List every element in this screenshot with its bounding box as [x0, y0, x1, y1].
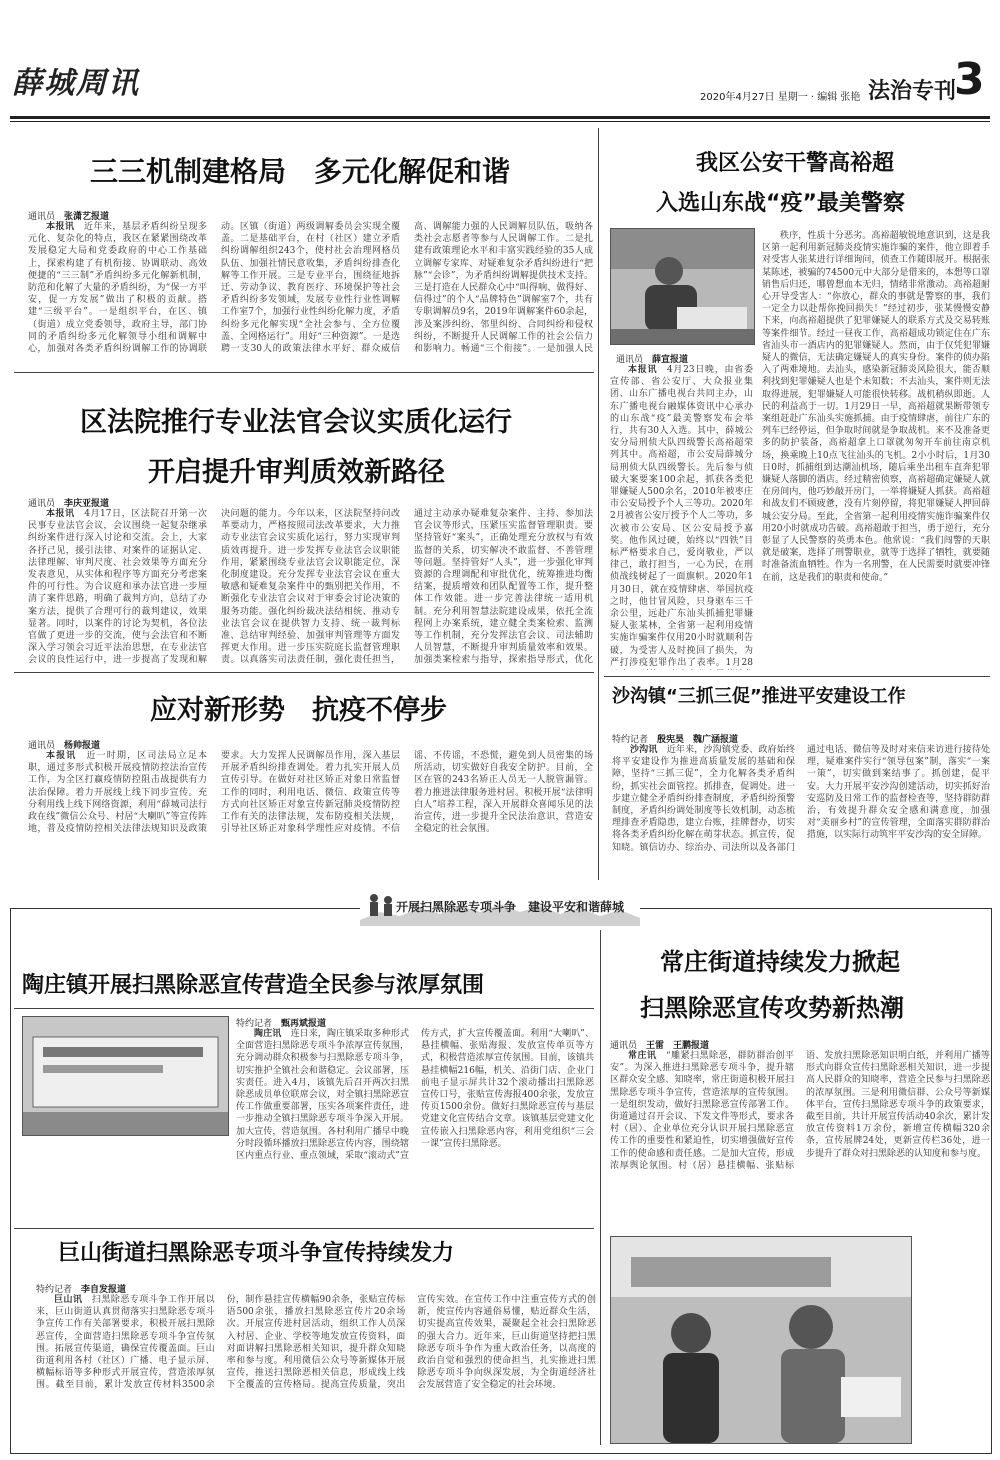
taozhuang-photo	[22, 1016, 229, 1136]
article7-headline-line2: 扫黑除恶宣传攻势新热潮	[640, 994, 904, 1022]
section-title: 法治专刊	[868, 79, 957, 104]
article5-byline: 特约记者 殷宪昊 魏广涵报道	[612, 735, 739, 745]
article7-body: 常庄讯 “雕紧扫黑除恶，群防群治创平安”。为深入推进扫黑除恶专项斗争，提升辖区群众安全感、知晓率，常庄街道积极开展扫黑除恶专项斗争宣传，营造浓厚的宣传氛围。一是组织发动，做好扫黑除恶宣传部署工作。街道通过召开会议、下发文件等形式，要求各村（居）、企业单位充分认识开展扫黑除恶宣传工作的重要性和紧迫性，切实增强做好宣传工作的使命感和责任感。二是加大宣传，形成浓厚舆论氛围。村（居）悬挂横幅、张贴标语、发放扫黑除恶知识明白纸，并利用广播等形式向群众宣传扫黑除恶相关知识，进一步提高人民群众的知晓率，营造全民参与扫黑除恶的浓厚氛围。三是利用微信群、公众号等新媒体平台，宣传扫黑除恶专项斗争的政策要求，截至目前，共计开展宣传活动40余次，累计发放宣传资料1万余份，新增宣传横幅320余条，宣传展牌24处，更新宣传栏36处，进一步提升了群众对扫黑除恶的认知度和参与度。	[610, 1051, 990, 1171]
campaign-banner	[360, 890, 640, 926]
article1-byline: 通讯员 张潇艺报道	[28, 212, 110, 222]
article7-body-tail	[918, 1236, 990, 1442]
article5-body: 沙沟讯 近年来，沙沟镇党委、政府始终将平安建设作为推进高质量发展的基础和保障，坚持“三抓三促”，全力化解各类矛盾纠纷，抓实社会面管控。抓排查，促调处。进一步建立健全矛盾纠纷排查制度，矛盾纠纷预警制度，矛盾纠纷调处制度等长效机制，动态梳理排查矛盾隐患，建立台账，挂牌督办，切实将各类矛盾纠纷化解在萌芽状态。抓宣传，促知晓。镇信访办、综治办、司法所以及各部门通过电话、微信等及时对来信来访进行接待处理，疑难案件实行“领导包案”制，落实“一案一策”，切实做到案结事了。抓创建，促平安。大力开展平安沙沟创建活动，切实抓好治安巡防及日常工作的监督检查等，坚持群防群治，有效提升群众安全感和满意度，加强对“美丽乡村”的宣传管理，全面落实群防群治措施，以实际行动筑牢平安沙沟的安全屏障。	[612, 745, 990, 853]
article5-headline: 沙沟镇“三抓三促”推进平安建设工作	[612, 686, 906, 707]
masthead-date: 2020年4月27日 星期一 · 编辑 张艳	[700, 92, 861, 103]
masthead-rule-thin	[10, 121, 990, 122]
divider-a3	[14, 672, 594, 673]
police-officer-image	[611, 229, 754, 344]
propaganda-board-image	[23, 1017, 228, 1135]
article8-body: 巨山讯 扫黑除恶专项斗争工作开展以来，巨山街道认真贯彻落实扫黑除恶专项斗争宣传工作有关部署要求，积极开展扫黑除恶宣传，全面营造扫黑除恶专项斗争宣传氛围。拓展宣传渠道，确保宣传覆盖面。巨山街道利用各村（社区）广播、电子显示屏、横幅标语等多种形式开展宣传，营造浓厚氛围。截至目前，累计发放宣传材料3500余份，制作悬挂宣传横幅90余条，张贴宣传标语500余张，播放扫黑除恶宣传片20余场次。开展宣传进村居活动，组织工作人员深入村居、企业、学校等地发放宣传资料，面对面讲解扫黑除恶相关知识，提升群众知晓率和参与度。利用微信公众号等新媒体开展宣传，推送扫黑除恶相关信息，形成线上线下全覆盖的宣传格局。提高宣传质量，突出宣传实效。在宣传工作中注重宣传方式的创新，使宣传内容通俗易懂，贴近群众生活，切实提高宣传效果，凝聚起全社会扫黑除恶的强大合力。近年来，巨山街道坚持把扫黑除恶专项斗争作为重大政治任务，以高度的政治自觉和强烈的使命担当，扎实推进扫黑除恶专项斗争向纵深发展，为全街道经济社会发展营造了安全稳定的社会环境。	[36, 1295, 596, 1391]
police-officer-photo	[610, 228, 755, 345]
article6-byline: 特约记者 甄再斌报道	[236, 1019, 327, 1029]
article8-byline: 特约记者 李自发报道	[36, 1285, 127, 1295]
masthead-logo: 薛城周讯	[12, 66, 140, 101]
article3-headline-line1: 区法院推行专业法官会议实质化运行	[80, 407, 512, 438]
column-divider	[598, 128, 599, 880]
article4-body: 本报讯 近一时期，区司法局立足本职，通过多形式积极开展疫情防控法治宣传工作，为全区打赢疫情防控阻击战提供有力法治保障。着力开展线上线下同步宣传。充分利用线上线下网络资源，利用“薛城司法行政在线”微信公众号、村居“大喇叭”等宣传阵地，普及疫情防控相关法律法规知识及政策要求。大力发挥人民调解员作用，深入基层开展矛盾纠纷排查调处。着力扎实开展人员宣传引导。在做好对社区矫正对象日常监督工作的同时，利用电话、微信、政策宣传等方式向社区矫正对象宣传新冠肺炎疫情防控工作有关的法律法规，发布防疫相关法规，引导社区矫正对象科学理性应对疫情。不信谣、不传谣，不恐慌，避免到人员密集的场所活动，切实做好自我安全防护。目前，全区在管的243名矫正人员无一人脱管漏管。着力推进法律服务进村居。积极开展“法律明白人”培养工程，深入开展群众喜闻乐见的法治宣传，进一步提升全民法治意识，营造安全稳定的社会氛围。	[28, 751, 593, 835]
article7-byline: 通讯员 王雷 王鹏报道	[610, 1041, 710, 1051]
article2-body-right: 秩序，性质十分恶劣。高裕超敏锐地意识到，这是我区第一起利用新冠肺炎疫情实施诈骗的案件，他立即着手对受害人张某进行详细询问，侦查工作随即展开。根据张某陈述，被骗的74500元中大部分是借来的，本想等口罩销售后归还，哪曾想血本无归，情绪非常激动。高裕超耐心开导受害人：“你放心，群众的事就是警察的事，我们一定全力以赴帮你挽回损失！”经过初步，张某慢慢安静下来，向高裕超提供了犯罪嫌疑人的联系方式及交易转账等案件细节。经过一昼夜工作，高裕超成功锁定住在广东省汕头市一酒店内的犯罪嫌疑人。然而，由于仅凭犯罪嫌疑人的微信，无法确定嫌疑人的真实身份。案件的侦办陷入了两难境地。去汕头，感染新冠肺炎风险很大，能否顺利找到犯罪嫌疑人也是个未知数；不去汕头，案件则无法取得进展，犯罪嫌疑人可能很快转移。战机稍纵即逝。人民的利益高于一切。1月29日一早，高裕超就果断带领专案组赶赴广东汕头实施抓捕。由于疫情肆虐，前往广东的列车已经停运，但争取时间就是争取战机。来不及准备更多的防护装备，高裕超拿上口罩就匆匆开车前往南京机场，换乘晚上10点飞往汕头的飞机。2小小时后，1月30日0时，抓捕组到达潮汕机场，随后乘坐出租车直奔犯罪嫌疑人落脚的酒店。经过精密侦察，高裕超确定嫌疑人就在房间内，他巧妙敲开房门，一举将嫌疑人抓获。高裕超和战友们不顾疲惫，没有片刻停留，将犯罪嫌疑人押回薛城公安分局。至此，全省第一起利用疫情实施诈骗案件仅用20小时就成功告破。高裕超敢于担当，勇于逆行，充分彰显了人民警察的英勇本色。他常说：“我们闯警的天职就是破案，选择了刑警职业，就等于选择了牺牲，就要随时准备流血牺牲。作为一名刑警，在人民需要时就要冲锋在前，这是我们的职责和使命。”	[762, 231, 990, 583]
article2-body-left: 本报讯 4月23日晚，由省委宣传部、省公安厅、大众报业集团、山东广播电视台共同主办，山东广播电视台融媒体资讯中心承办的山东战“疫”最美警察发布会举行，共有30人入选。其中，薛城公安分局刑侦大队四级警长高裕超荣列其中。高裕超，市公安局薛城分局刑侦大队四级警长。先后参与侦破大案要案100余起，抓获各类犯罪嫌疑人500余名，2010年被枣庄市公安局授予个人三等功。2020年2月被省公安厅授予个人二等功，多次被市公安局、区公安局授予嘉奖。他作风过硬，始终以“四铁”目标严格要求自己，爱岗敬业，严以律己，敢打担当，一心为民，在刑侦战线树起了一面旗帜。2020年1月30日，就在疫情肆虐、举国抗疫之时，他甘冒风险，只身驱车三千余公里，远赴广东汕头抓捕犯罪嫌疑人张某林，全省第一起利用疫情实施诈骗案件仅用20小时就顺利告破，为受害人及时挽回了损失，为严打涉疫犯罪作出了表率。1月28	[610, 365, 753, 668]
article3-headline-line2: 开启提升审判质效新路径	[148, 457, 445, 488]
article3-body: 本报讯 4月17日，区法院召开第一次民事专业法官会议，会议围绕一起复杂继承纠纷案件进行深入讨论和交流。会上，大家各抒己见，援引法律、对案件的证据认定、法律理解、审判尺度、社会效果等方面充分发表意见，从实体和程序等方面充分考虑案件的可行性。为合议庭和承办法官进一步厘清了案件思路，明确了裁判方向，总结了办案方法，提供了合理可行的裁判建议，效果显著。同时，以案件的讨论为契机，各位法官做了更进一步的交流，使与会法官和不断深入学习领会习近平法治思想，在专业法官会议的良性运行中，进一步提高了发现和解决问题的能力。今年以来，区法院坚持问改革要动力，严格按照司法改革要求，大力推动专业法官会议实质化运行，努力实现审判质效再提升。进一步发挥专业法官会议职能作用，紧紧围绕专业法官会议职能定位，深化制度建设。充分发挥专业法官会议在重大敏感和疑难复杂案件中的甄别把关作用，不断强化专业法官会议对于审委会讨论决策的服务功能。强化纠纷裁决法结相统、推动专业法官会议在提供智力支持、统一裁判标准、总结审判经验、加强审判管理等方面发挥更大作用。进一步压实院庭长监督管理职责。以真落实司法责任制，强化责任担当，通过主动承办疑难复杂案件、主持、参加法官会议等形式，压紧压实监督管理职责。要坚持管好“案头”，正确处理充分放权与有效监督的关系，切实解决不敢监督、不善管理等问题。坚持管好“人头”，进一步强化审判资源的合理调配和审批优化，统筹推进均衡结案，提质增效和团队配置等工作，提升整体工作效能。进一步完善法律统一适用机制。充分利用智慧法院建设成果，依托全流程网上办案系统，建立健全类案检索、监测等工作机制，充分发挥法官会议、司法辅助人员智慧，不断提升审判质量效率和效果。加强类案检索与指导，探索指导形式，优化	[28, 509, 593, 666]
article2-headline-line2: 入选山东战“疫”最美警察	[656, 191, 905, 216]
article8-headline: 巨山街道扫黑除恶专项斗争宣传持续发力	[58, 1241, 455, 1266]
article7-headline-line1: 常庄街道持续发力掀起	[660, 948, 900, 976]
divider-a6-top	[14, 1008, 594, 1009]
masthead-rule	[10, 116, 990, 119]
divider-a2	[604, 676, 990, 677]
page-number: 3	[954, 54, 985, 105]
jushan-photo	[610, 1236, 912, 1444]
article6-body: 陶庄讯 连日来，陶庄镇采取多种形式全面营造扫黑除恶专项斗争浓厚宣传氛围，充分调动群众积极参与扫黑除恶专项斗争，切实推护全镇社会和谐稳定。会议部署，压实责任。进入4月，该镇先后召开两次扫黑除恶成员单位联席会议，对全镇扫黑除恶宣传工作做重要部署，压实各项案件责任，进一步推动全镇扫黑除恶专项斗争深入开展。加大宣传，营造氛围。各村利用广播早中晚分时段循环播放扫黑除恶宣传内容，围绕辖区内重点行业、重点领域，采取“滚动式”宣传方式，扩大宣传覆盖面。利用“大喇叭”、悬挂横幅、张贴海报、发放宣传单页等方式，积极营造浓厚宣传氛围。目前，该镇共悬挂横幅216幅，机关、沿街门店、企业门前电子显示屏共计32个滚动播出扫黑除恶宣传口号，张贴宣传海报400余张，发放宣传页1500余份。做好扫黑除恶宣传与基层党建文化宣传结合文章。该镇基层党建文化宣传嵌入扫黑除恶内容，利用党组织“三会一课”宣传扫黑除恶。	[236, 1029, 594, 1162]
article4-headline: 应对新形势 抗疫不停步	[150, 695, 447, 726]
article2-headline-line1: 我区公安干警高裕超	[696, 151, 895, 176]
box-column-divider	[600, 930, 601, 1445]
article4-byline: 通讯员 杨帅报道	[28, 741, 101, 751]
divider-a1	[14, 372, 594, 373]
article1-headline: 三三机制建格局 多元化解促和谐	[90, 155, 511, 188]
article6-headline: 陶庄镇开展扫黑除恶宣传营造全民参与浓厚氛围	[22, 973, 485, 998]
article3-byline: 通讯员 李庆亚报道	[28, 499, 110, 509]
article2-byline: 通讯员 薛宣报道	[616, 355, 689, 365]
campaign-banner-text: 开展扫黑除恶专项斗争 建设平安和谐薛城	[396, 900, 625, 914]
divider-a6	[14, 1228, 594, 1229]
article1-body: 本报讯 近年来，基层矛盾纠纷呈现多元化、复杂化的特点，我区在紧紧围绕改革发展稳定大局和党委政府的中心工作基础上，探索构建了有机衔接、协调联动、高效便捷的“三三制”矛盾纠纷多元化解新机制，防范和化解了大量的矛盾纠纷，为“保一方平安，促一方发展”做出了积极的贡献。搭建“三级平台”。一是组织平台，在区、镇（街道）成立党委领导，政府主导，部门协同的矛盾纠纷多元化解领导小组和调解中心，加强对各类矛盾纠纷调解工作的协调联动。区镇（街道）两级调解委员会实现全覆盖。二是基础平台，在村（社区）建立矛盾纠纷调解组织243个，使村社会治理网格员队伍、加强社情民意收集，矛盾纠纷排查化解等工作开展。三是专业平台，围绕征地拆迁、劳动争议、教育医疗、环境保护等社会矛盾纠纷多发领域，发展专业性行业性调解工作室7个，加强行业性纠纷化解力度，矛盾纠纷多元化解实现“全社会参与、全方位覆盖、全网格运行”。用好“三种资源”。一是选聘一支30人的政策法律水平好、群众威信高、调解能力强的人民调解员队伍，吸纳各类社会志愿者等参与人民调解工作。二是扎建有政策理论水平和丰富实践经验的35人成立调解专家库、对疑难复杂矛盾纠纷进行“把脉”“会诊”，为矛盾纠纷调解提供技术支持。三是打造在人民群众心中“叫得响、做得好、信得过”的个人“品牌特色”调解室7个，共有专职调解员9名，2019年调解案件60余起，涉及案涉纠纷、邻里纠纷、合同纠纷和侵权纠纷，不断提升人民调解工作的社会公信力和影响力。畅通“三个衔接”。一是加强人民	[28, 222, 593, 355]
street-promotion-image	[611, 1237, 911, 1443]
